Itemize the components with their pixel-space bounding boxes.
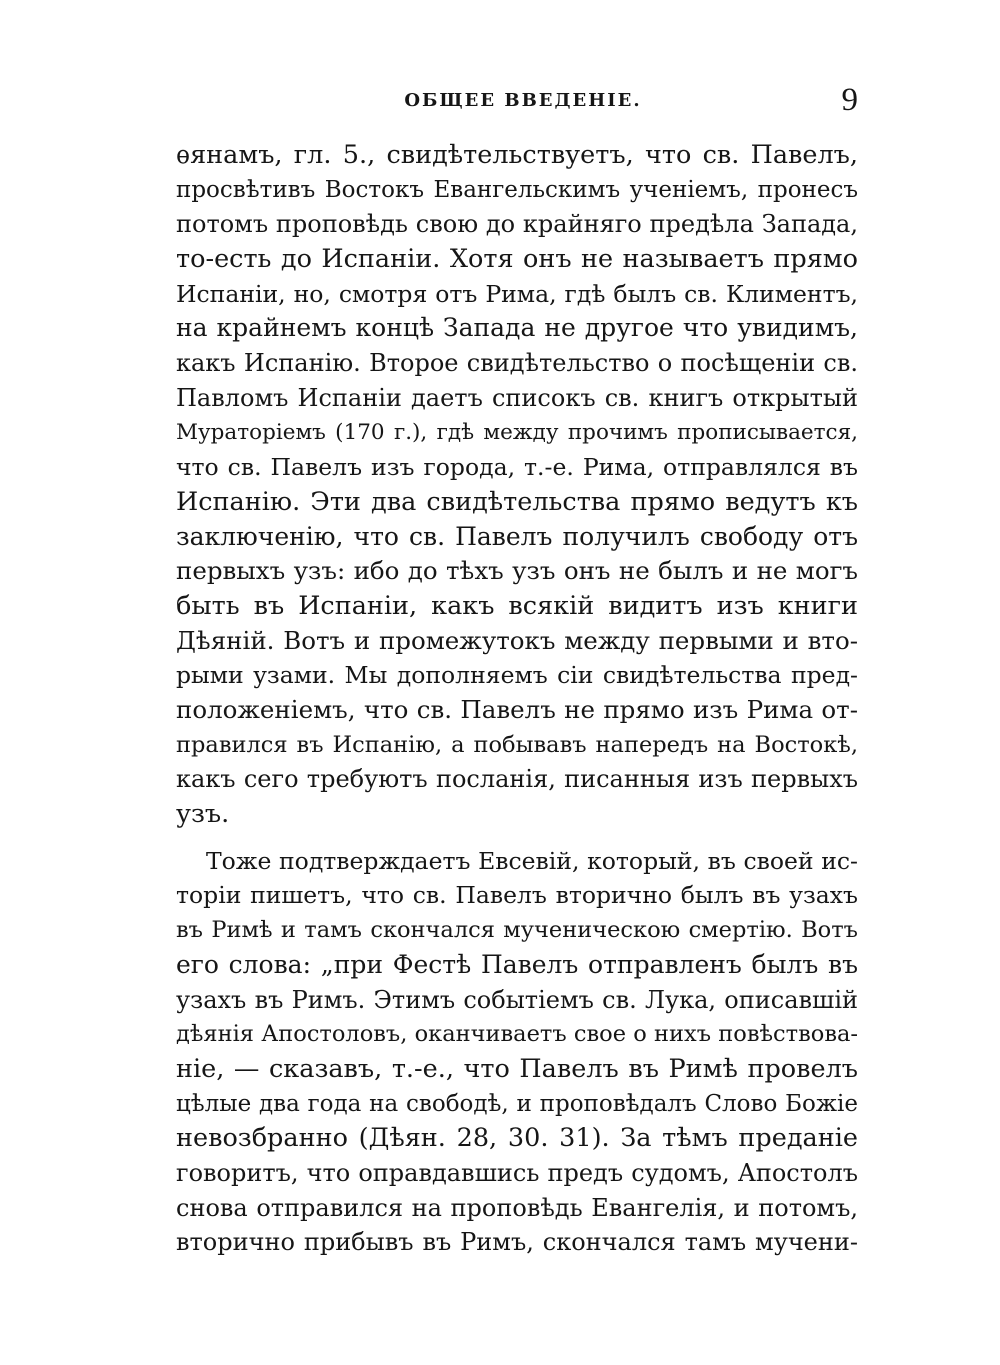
text-line: вторично прибывъ въ Римъ, скончался тамъ мучени- [176, 1228, 858, 1257]
text-line: узъ. [176, 799, 230, 830]
text-line: заключенію, что св. Павелъ получилъ свободу отъ [176, 521, 858, 551]
text-line: ѳянамъ, гл. 5., свидѣтельствуетъ, что св. Павелъ, [176, 140, 858, 170]
text-line: какъ сего требуютъ посланія, писанныя изъ первыхъ [176, 765, 858, 794]
text-line: быть въ Испаніи, какъ всякій видитъ изъ книги [176, 590, 858, 621]
text-line: первыхъ узъ: ибо до тѣхъ узъ онъ не былъ и не могъ [176, 556, 858, 586]
page-number: 9 [841, 82, 858, 118]
running-head [176, 84, 858, 120]
text-line: потомъ проповѣдь свою до крайняго предѣла Запада, [176, 210, 858, 239]
text-line: Испанію. Эти два свидѣтельства прямо ведутъ къ [176, 486, 858, 517]
text-line: въ Римѣ и тамъ скончался мученическою смертію. Вотъ [176, 917, 858, 944]
text-line: Тоже подтверждаетъ Евсевій, который, въ своей ис- [206, 846, 858, 875]
text-line: невозбранно (Дѣян. 28, 30. 31). За тѣмъ преданіе [176, 1123, 858, 1154]
running-title: ОБЩЕЕ ВВЕДЕНІЕ. [404, 90, 642, 111]
text-line: Мураторіемъ (170 г.), гдѣ между прочимъ прописывается, [176, 419, 858, 445]
text-line: положеніемъ, что св. Павелъ не прямо изъ Рима от- [176, 695, 858, 724]
text-line: просвѣтивъ Востокъ Евангельскимъ ученіемъ, пронесъ [176, 176, 858, 203]
text-line: узахъ въ Римъ. Этимъ событіемъ св. Лука, описавшій [176, 985, 858, 1014]
text-line: Дѣяній. Вотъ и промежутокъ между первыми и вто- [176, 625, 858, 655]
text-line: что св. Павелъ изъ города, т.-е. Рима, отправлялся въ [176, 453, 858, 482]
paragraph-2 [176, 844, 858, 1260]
text-line: торіи пишетъ, что св. Павелъ вторично былъ въ узахъ [176, 881, 858, 910]
paragraph-1 [176, 138, 858, 832]
text-line: дѣянія Апостоловъ, оканчиваетъ свое о нихъ повѣствова- [176, 1021, 858, 1048]
text-line: какъ Испанію. Второе свидѣтельство о посѣщеніи св. [176, 349, 858, 378]
text-line: рыми узами. Мы дополняемъ сіи свидѣтельства пред- [176, 661, 858, 690]
text-line: Павломъ Испаніи даетъ списокъ св. книгъ открытый [176, 383, 858, 412]
text-line: говоритъ, что оправдавшись предъ судомъ, Апостолъ [176, 1158, 858, 1187]
text-body [176, 138, 858, 1260]
text-line: то-есть до Испаніи. Хотя онъ не называетъ прямо [176, 244, 858, 275]
text-line: его слова: „при Фестѣ Павелъ отправленъ былъ въ [176, 949, 858, 979]
text-line: ніе, — сказавъ, т.-е., что Павелъ въ Римѣ провелъ [176, 1053, 858, 1084]
text-line: на крайнемъ концѣ Запада не другое что увидимъ, [176, 313, 858, 343]
text-line: цѣлые два года на свободѣ, и проповѣдалъ Слово Божіе [176, 1090, 858, 1117]
text-line: снова отправился на проповѣдь Евангелія, и потомъ, [176, 1193, 858, 1222]
text-line: Испаніи, но, смотря отъ Рима, гдѣ былъ св. Климентъ, [176, 279, 858, 308]
text-line: правился въ Испанію, а побывавъ напередъ на Востокѣ, [176, 731, 858, 758]
